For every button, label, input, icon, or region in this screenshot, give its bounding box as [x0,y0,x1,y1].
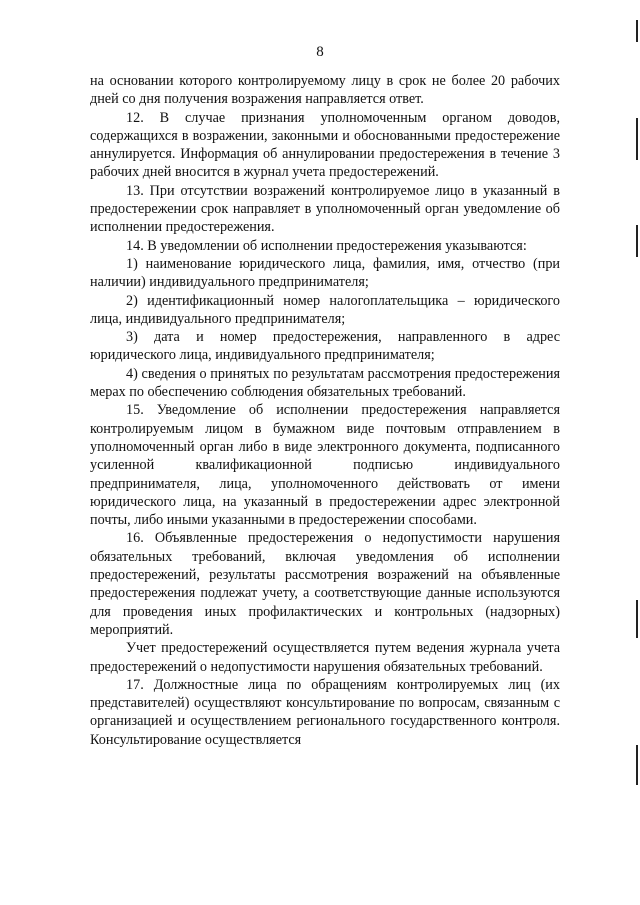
paragraph-13: 13. При отсутствии возражений контролируемое лицо в указанный в предостережении срок направляет в уполномоченный орган уведомление об исполнении предостережения. [90,182,560,236]
scan-edge-mark [636,20,638,42]
list-item: 4) сведения о принятых по результатам рассмотрения предостережения мерах по обеспечению соблюдения обязательных требований. [90,365,560,401]
paragraph-12: 12. В случае признания уполномоченным органом доводов, содержащихся в возражении, законными и обоснованными предостережение аннулируется. Информация об аннулировании предостережения в течение 3 рабочих дней вносится в журнал учета предостережений. [90,109,560,181]
paragraph: Учет предостережений осуществляется путем ведения журнала учета предостережений о недопустимости нарушения обязательных требований. [90,640,560,675]
paragraph-17: 17. Должностные лица по обращениям контролируемых лиц (их представителей) осуществляют консультирование по вопросам, связанным с организацией и осуществлением регионального государственного контроля. Консультирование осуществляется [90,676,560,748]
document-body [90,72,560,749]
page-number: 8 [316,44,324,60]
list-item: 1) наименование юридического лица, фамилия, имя, отчество (при наличии) индивидуального предпринимателя; [90,255,560,291]
list-item: 3) дата и номер предостережения, направленного в адрес юридического лица, индивидуального предпринимателя; [90,329,560,364]
list-item: 2) идентификационный номер налогоплательщика – юридического лица, индивидуального предпринимателя; [90,292,560,327]
scan-edge-mark [636,225,638,257]
paragraph-15: 15. Уведомление об исполнении предостережения направляется контролируемым лицом в бумажном виде почтовым отправлением в уполномоченный орган либо в виде электронного документа, подписанного усиленной квалификационной подписью индивидуального предпринимателя, лица, уполномоченного действовать от имени юридического лица, на указанный в предостережении адрес электронной почты, либо иными указанными в предостережении способами. [90,402,560,529]
scan-edge-mark [636,745,638,785]
scan-edge-mark [636,118,638,160]
paragraph-16: 16. Объявленные предостережения о недопустимости нарушения обязательных требований, включая уведомления об исполнении предостережений, результаты рассмотрения возражений на объявленные предостережения подлежат учету, а соответствующие данные используются для проведения иных профилактических и контрольных (надзорных) мероприятий. [90,530,560,638]
paragraph: на основании которого контролируемому лицу в срок не более 20 рабочих дней со дня получения возражения направляется ответ. [90,73,560,108]
paragraph-14: 14. В уведомлении об исполнении предостережения указываются: [126,237,527,254]
scan-edge-mark [636,600,638,638]
